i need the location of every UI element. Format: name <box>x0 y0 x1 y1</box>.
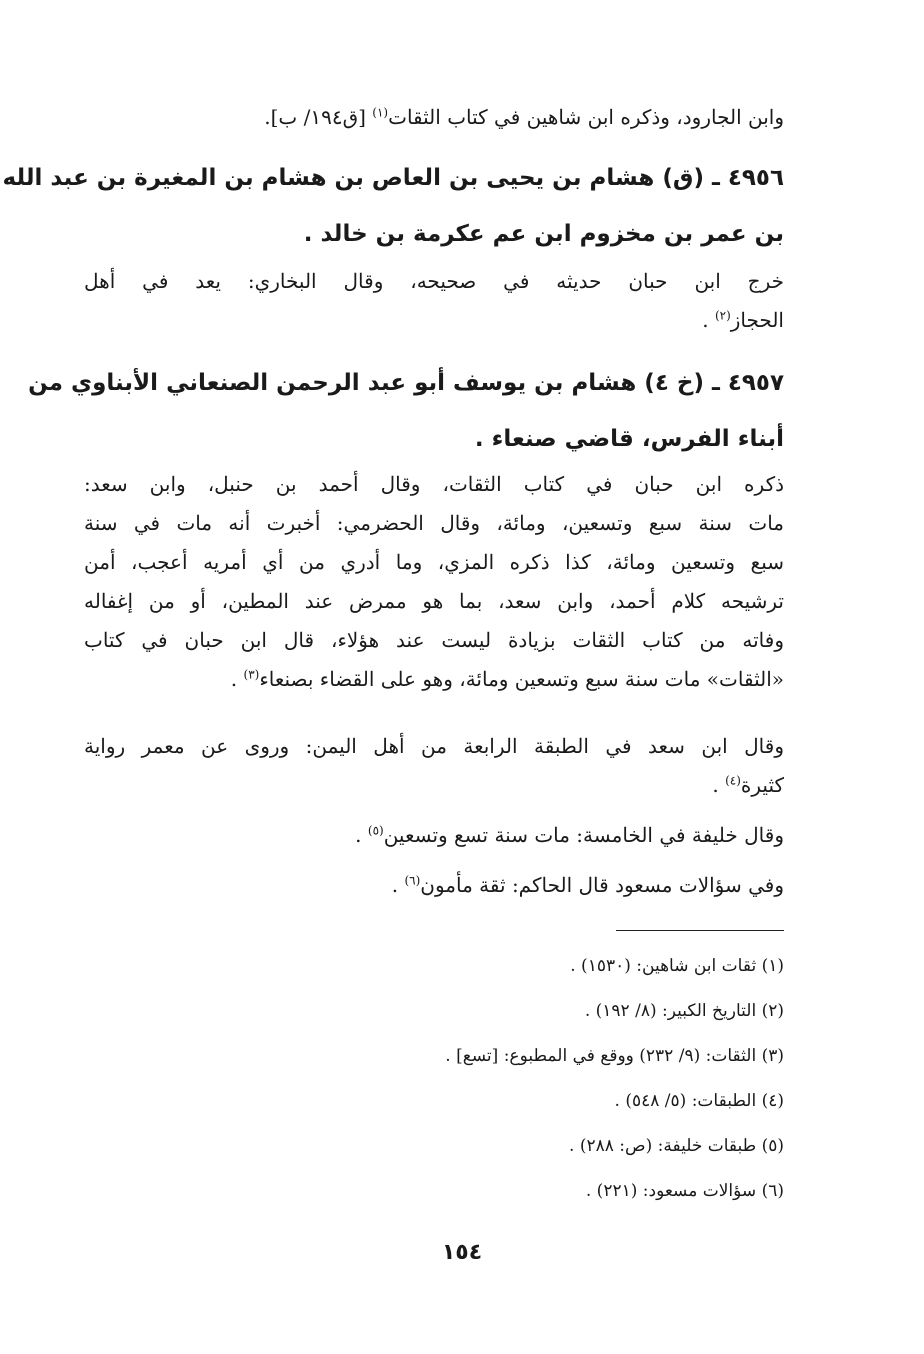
carryover-tail: [ق١٩٤/ ب]. <box>264 105 373 129</box>
entry-4957-p1-line-6 <box>84 660 784 699</box>
entry-4957-p2-tail: . <box>712 773 726 797</box>
entry-4957-p1-line-5: وفاته من كتاب الثقات بزيادة ليست عند هؤلاء، قال ابن حبان في كتاب <box>84 628 784 652</box>
footnotes <box>445 944 784 1214</box>
footnote-5: (٥) طبقات خليفة: (ص: ٢٨٨) . <box>569 1136 784 1156</box>
footnote-1: (١) ثقات ابن شاهين: (١٥٣٠) . <box>570 956 784 976</box>
entry-4956-body-line-2 <box>84 301 784 340</box>
entry-4957-heading-line-2: أبناء الفرس، قاضي صنعاء . <box>474 426 784 452</box>
footnote-ref-4: (٤) <box>725 773 741 788</box>
footnote-ref-2: (٢) <box>714 308 731 323</box>
entry-4957-p4-text: وفي سؤالات مسعود قال الحاكم: ثقة مأمون <box>420 873 784 897</box>
entry-4957-p2-text: كثيرة <box>740 773 784 797</box>
footnote-2: (٢) التاريخ الكبير: (٨/ ١٩٢) . <box>584 1001 784 1021</box>
carryover-text: وابن الجارود، وذكره ابن شاهين في كتاب الثقات <box>388 105 784 129</box>
entry-4957-p1-line-3: سبع وتسعين ومائة، كذا ذكره المزي، وما أدري من أي أمريه أعجب، أمن <box>84 550 784 574</box>
entry-4957-heading <box>28 355 784 467</box>
entry-4957-p2-line-1: وقال ابن سعد في الطبقة الرابعة من أهل اليمن: وروى عن معمر رواية <box>84 734 784 758</box>
entry-4956-heading-line-2: بن عمر بن مخزوم ابن عم عكرمة بن خالد . <box>303 221 784 247</box>
entry-4957-p1-line-4: ترشيحه كلام أحمد، وابن سعد، بما هو ممرض عند المطين، أو من إغفاله <box>84 589 784 613</box>
entry-4957-p3-text: وقال خليفة في الخامسة: مات سنة تسع وتسعين <box>383 823 784 847</box>
footnote-3: (٣) الثقات: (٩/ ٢٣٢) ووقع في المطبوع: [تسع] . <box>445 1046 784 1066</box>
carryover-line <box>264 98 784 137</box>
entry-4957-p1-tail: . <box>230 667 244 691</box>
entry-4957-heading-line-1: ٤٩٥٧ ـ (خ ٤) هشام بن يوسف أبو عبد الرحمن الصنعاني الأبناوي من <box>28 370 784 396</box>
footnote-6: (٦) سؤالات مسعود: (٢٢١) . <box>585 1181 784 1201</box>
entry-4956-body-text: الحجاز <box>730 308 784 332</box>
entry-4956-heading <box>2 150 784 262</box>
footnote-ref-3: (٣) <box>243 667 260 682</box>
entry-4957-paragraph-4 <box>392 866 784 905</box>
entry-4957-p1-last-text: «الثقات» مات سنة سبع وتسعين ومائة، وهو على القضاء بصنعاء <box>259 667 784 691</box>
footnote-ref-1: (١) <box>372 105 389 120</box>
footnote-divider <box>616 930 784 931</box>
entry-4956-heading-line-1: ٤٩٥٦ ـ (ق) هشام بن يحيى بن العاص بن هشام بن المغيرة بن عبد الله <box>2 165 784 191</box>
footnote-ref-5: (٥) <box>367 823 384 838</box>
entry-4956-body <box>84 262 784 340</box>
entry-4957-p2-line-2 <box>84 766 784 805</box>
entry-4957-paragraph-2 <box>84 727 784 805</box>
entry-4956-body-tail: . <box>702 308 715 332</box>
entry-4957-paragraph-3 <box>355 816 784 855</box>
entry-4956-body-line-1: خرج ابن حبان حديثه في صحيحه، وقال البخاري: يعد في أهل <box>84 269 784 293</box>
entry-4957-p4-tail: . <box>391 873 405 897</box>
footnote-ref-6: (٦) <box>404 873 421 888</box>
entry-4957-p1-line-1: ذكره ابن حبان في كتاب الثقات، وقال أحمد بن حنبل، وابن سعد: <box>84 472 784 496</box>
entry-4957-paragraph-1 <box>84 465 784 699</box>
entry-4957-p1-line-2: مات سنة سبع وتسعين، ومائة، وقال الحضرمي: أخبرت أنه مات في سنة <box>84 511 784 535</box>
entry-4957-p3-tail: . <box>355 823 368 847</box>
page-number: ١٥٤ <box>441 1240 483 1265</box>
footnote-4: (٤) الطبقات: (٥/ ٥٤٨) . <box>614 1091 784 1111</box>
